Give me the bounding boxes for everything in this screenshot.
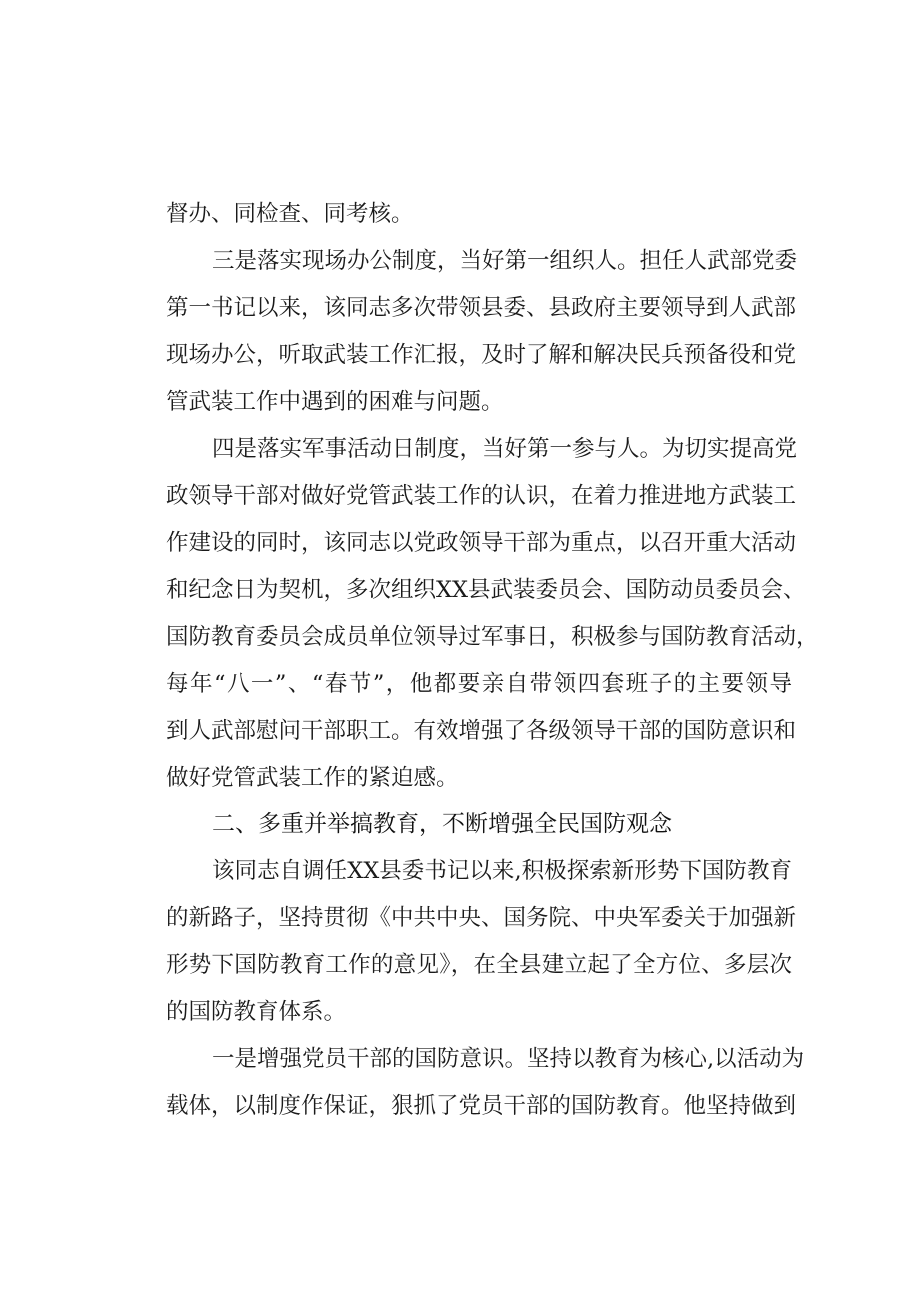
text-line: 做好党管武装工作的紧迫感。 bbox=[166, 765, 459, 791]
text-line: 现场办公，听取武装工作汇报，及时了解和解决民兵预备役和党 bbox=[166, 342, 797, 368]
text-line: 一是增强党员干部的国防意识。坚持以教育为核心,以活动为 bbox=[212, 1046, 805, 1072]
text-line: 第一书记以来，该同志多次带领县委、县政府主要领导到人武部 bbox=[166, 295, 797, 321]
text-line: 的新路子，坚持贯彻《中共中央、国务院、中央军委关于加强新 bbox=[166, 905, 797, 931]
text-line: 该同志自调任XX县委书记以来,积极探索新形势下国防教育 bbox=[212, 858, 792, 884]
text-line: 三是落实现场办公制度，当好第一组织人。担任人武部党委 bbox=[212, 248, 798, 274]
text-line: 政领导干部对做好党管武装工作的认识，在着力推进地方武装工 bbox=[166, 483, 797, 509]
text-line: 到人武部慰问干部职工。有效增强了各级领导干部的国防意识和 bbox=[166, 718, 797, 744]
section-heading: 二、多重并举搞教育，不断增强全民国防观念 bbox=[212, 811, 672, 837]
text-line: 的国防教育体系。 bbox=[166, 999, 347, 1025]
text-line: 和纪念日为契机，多次组织XX县武装委员会、国防动员委员会、 bbox=[166, 577, 806, 603]
text-line: 形势下国防教育工作的意见》，在全县建立起了全方位、多层次 bbox=[166, 952, 792, 978]
text-line: 四是落实军事活动日制度，当好第一参与人。为切实提高党 bbox=[212, 436, 798, 462]
text-line: 作建设的同时，该同志以党政领导干部为重点，以召开重大活动 bbox=[166, 530, 797, 556]
text-line: 每年“八一”、“春节”，他都要亲自带领四套班子的主要领导 bbox=[166, 671, 792, 697]
text-line: 载体，以制度作保证，狠抓了党员干部的国防教育。他坚持做到 bbox=[166, 1093, 797, 1119]
text-line: 督办、同检查、同考核。 bbox=[166, 201, 414, 227]
text-line: 国防教育委员会成员单位领导过军事日，积极参与国防教育活动， bbox=[166, 624, 819, 650]
text-line: 管武装工作中遇到的困难与问题。 bbox=[166, 389, 504, 415]
